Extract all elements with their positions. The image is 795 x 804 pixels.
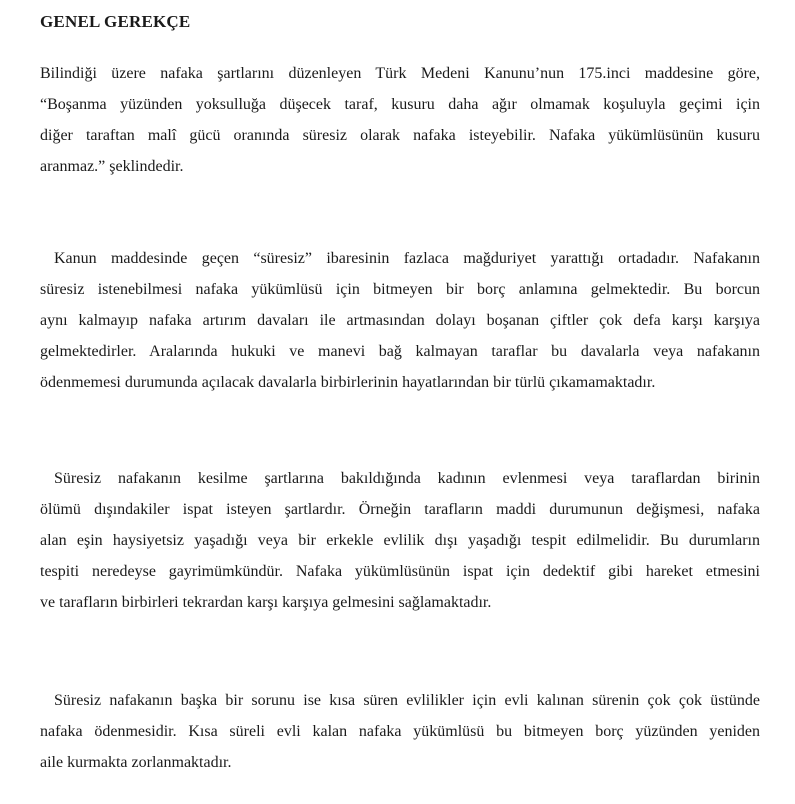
paragraph-4 (40, 685, 760, 778)
paragraph-line: “Boşanma yüzünden yoksulluğa düşecek taraf, kusuru daha ağır olmamak koşuluyla geçimi için (40, 96, 760, 113)
paragraph-line: Süresiz nafakanın başka bir sorunu ise kısa süren evlilikler için evli kalınan sürenin çok çok üstünde (54, 692, 760, 709)
paragraph-line: Süresiz nafakanın kesilme şartlarına bakıldığında kadının evlenmesi veya taraflardan birinin (54, 470, 760, 487)
paragraph-line: nafaka ödenmesidir. Kısa süreli evli kalan nafaka yükümlüsü bu bitmeyen borç yüzünden yeniden (40, 723, 760, 740)
paragraph-2 (40, 243, 760, 398)
paragraph-1 (40, 58, 760, 182)
paragraph-line: gelmektedirler. Aralarında hukuki ve manevi bağ kalmayan taraflar bu davalarla veya nafakanın (40, 343, 760, 360)
paragraph-line: ödenmemesi durumunda açılacak davalarla birbirlerinin hayatlarından bir türlü çıkamamaktadır. (40, 374, 656, 391)
paragraph-line: aile kurmakta zorlanmaktadır. (40, 754, 232, 771)
paragraph-3 (40, 463, 760, 618)
paragraph-line: Kanun maddesinde geçen “süresiz” ibaresinin fazlaca mağduriyet yarattığı ortadadır. Nafakanın (54, 250, 760, 267)
paragraph-line: Bilindiği üzere nafaka şartlarını düzenleyen Türk Medeni Kanunu’nun 175.inci maddesine göre, (40, 65, 760, 82)
paragraph-line: tespiti neredeyse gayrimümkündür. Nafaka yükümlüsünün ispat için dedektif gibi hareket etmesini (40, 563, 760, 580)
document-title: GENEL GEREKÇE (40, 12, 191, 31)
paragraph-line: süresiz istenebilmesi nafaka yükümlüsü için bitmeyen bir borç anlamına gelmektedir. Bu borcun (40, 281, 760, 298)
paragraph-line: aranmaz.” şeklindedir. (40, 158, 184, 175)
paragraph-line: ölümü dışındakiler ispat isteyen şartlardır. Örneğin tarafların maddi durumunun değişmesi, nafaka (40, 501, 760, 518)
paragraph-line: aynı kalmayıp nafaka artırım davaları ile artmasından dolayı boşanan çiftler çok defa karşı karşıya (40, 312, 760, 329)
paragraph-line: alan eşin haysiyetsiz yaşadığı veya bir erkekle evlilik dışı yaşadığı tespit edilmelidir. Bu durumların (40, 532, 760, 549)
paragraph-line: ve tarafların birbirleri tekrardan karşı karşıya gelmesini sağlamaktadır. (40, 594, 492, 611)
paragraph-line: diğer taraftan malî gücü oranında süresiz olarak nafaka isteyebilir. Nafaka yükümlüsünün kusuru (40, 127, 760, 144)
